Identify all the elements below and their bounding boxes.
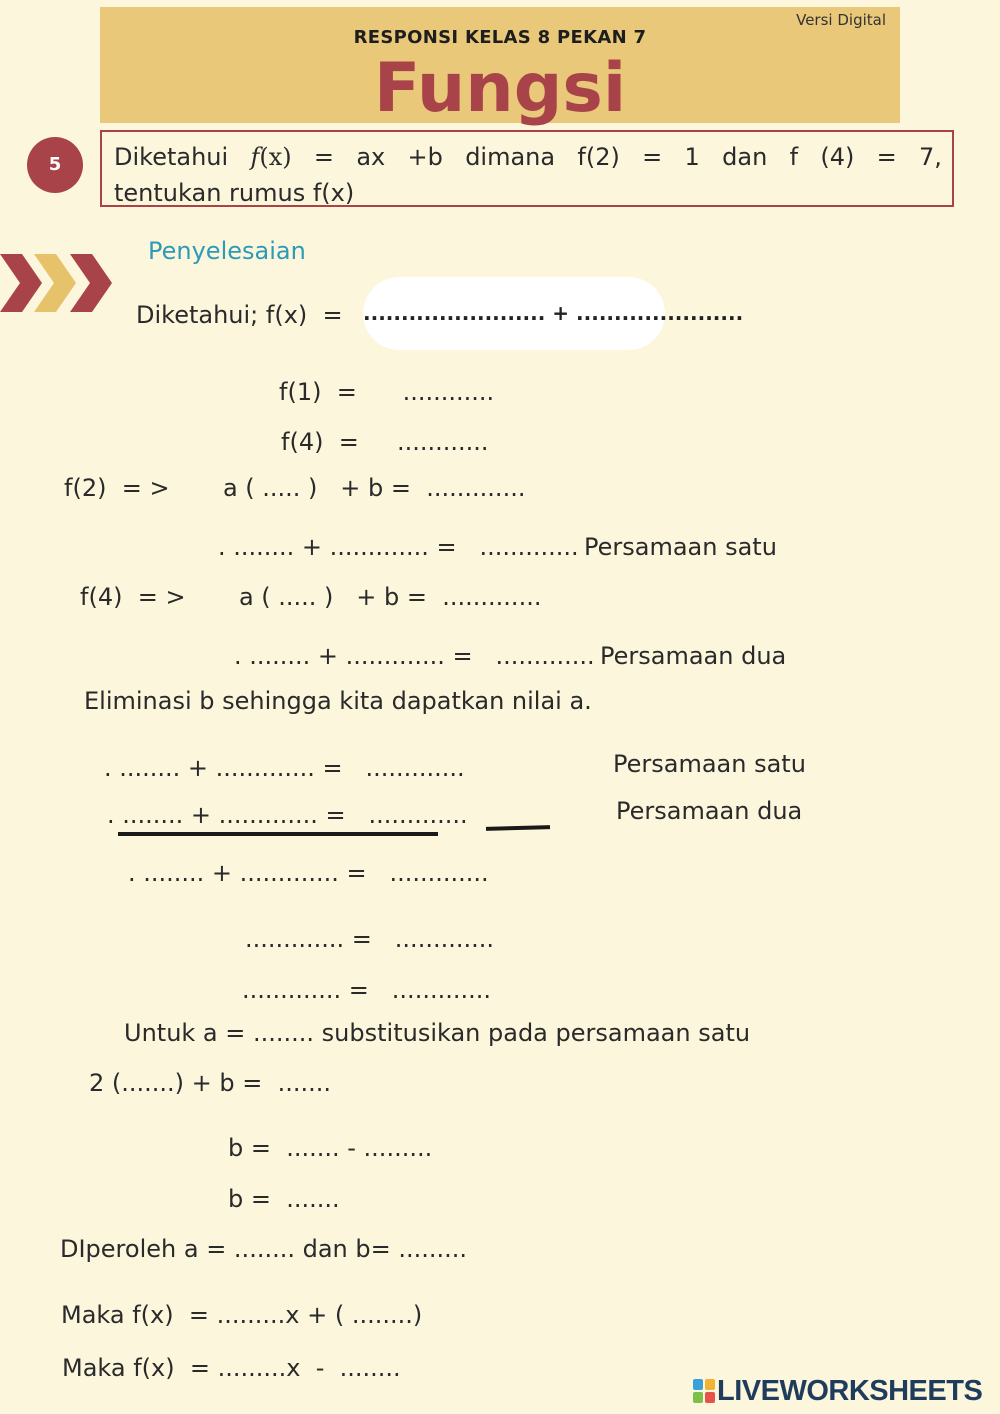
question-number-badge: 5 (27, 137, 83, 193)
question-line-2: tentukan rumus f(x) (114, 179, 355, 207)
question-box (100, 130, 954, 207)
elim-equation-one-label: Persamaan satu (613, 750, 806, 778)
step-f1[interactable]: f(1) = ............ (279, 378, 495, 406)
header-subtitle: RESPONSI KELAS 8 PEKAN 7 (353, 27, 647, 48)
question-word: = (313, 143, 335, 171)
equation-two[interactable]: . ........ + ............. = ............. (234, 642, 595, 670)
equation-two-label: Persamaan dua (600, 642, 787, 670)
question-word: +b (407, 143, 443, 171)
solution-heading: Penyelesaian (148, 237, 306, 265)
final-formula-1[interactable]: Maka f(x) = .........x + ( ........) (61, 1301, 423, 1329)
liveworksheets-logo (693, 1374, 982, 1408)
step-f2-substitution[interactable]: f(2) = > a ( ..... ) + b = ............. (64, 474, 526, 502)
answer-input-formula[interactable]: ........................ + ...................... (363, 277, 665, 350)
substitution-instruction[interactable]: Untuk a = ........ substitusikan pada persamaan satu (124, 1019, 751, 1047)
question-word: f(2) (577, 143, 620, 171)
question-word: f (789, 143, 799, 171)
question-word: 7, (919, 143, 942, 171)
question-word: dimana (465, 143, 556, 171)
question-word: ax (356, 143, 386, 171)
elim-result[interactable]: . ........ + ............. = ............. (128, 859, 489, 887)
elim-equation-two-label: Persamaan dua (616, 797, 803, 825)
equation-one-label: Persamaan satu (584, 533, 777, 561)
result-a-b[interactable]: DIperoleh a = ........ dan b= ......... (60, 1235, 468, 1263)
liveworksheets-logo-icon (693, 1379, 715, 1403)
question-word: = (642, 143, 663, 171)
final-formula-2[interactable]: Maka f(x) = .........x - ........ (62, 1354, 401, 1382)
question-word: dan (722, 143, 768, 171)
version-label: Versi Digital (796, 11, 886, 29)
brand-name: LIVEWORKSHEETS (717, 1374, 983, 1407)
chevron-arrows-icon (0, 254, 112, 312)
solve-b-step-2[interactable]: b = ....... (228, 1185, 340, 1213)
elim-equation-two[interactable]: . ........ + ............. = ............. (107, 801, 468, 829)
substitution-equation[interactable]: 2 (.......) + b = ....... (89, 1069, 332, 1097)
question-line-1 (114, 139, 942, 175)
question-word: 𝑓(x) (250, 143, 292, 171)
elim-equation-one[interactable]: . ........ + ............. = ............. (104, 754, 465, 782)
solve-a-step-1[interactable]: ............. = ............. (245, 925, 494, 953)
question-word: (4) (820, 143, 855, 171)
solve-a-step-2[interactable]: ............. = ............. (242, 976, 491, 1004)
question-word: Diketahui (114, 143, 229, 171)
step-f4-substitution[interactable]: f(4) = > a ( ..... ) + b = ............. (80, 583, 542, 611)
question-word: = (876, 143, 897, 171)
known-label: Diketahui; f(x) = (136, 301, 343, 329)
subtraction-line (118, 832, 438, 836)
step-f4[interactable]: f(4) = ............ (281, 428, 489, 456)
header-banner (100, 7, 900, 128)
page-title: Fungsi (373, 49, 627, 128)
solve-b-step-1[interactable]: b = ....... - ......... (228, 1134, 433, 1162)
question-word: 1 (684, 143, 700, 171)
equation-one[interactable]: . ........ + ............. = ............. (218, 533, 579, 561)
elimination-instruction: Eliminasi b sehingga kita dapatkan nilai a. (84, 687, 592, 715)
minus-sign-icon (486, 825, 550, 831)
